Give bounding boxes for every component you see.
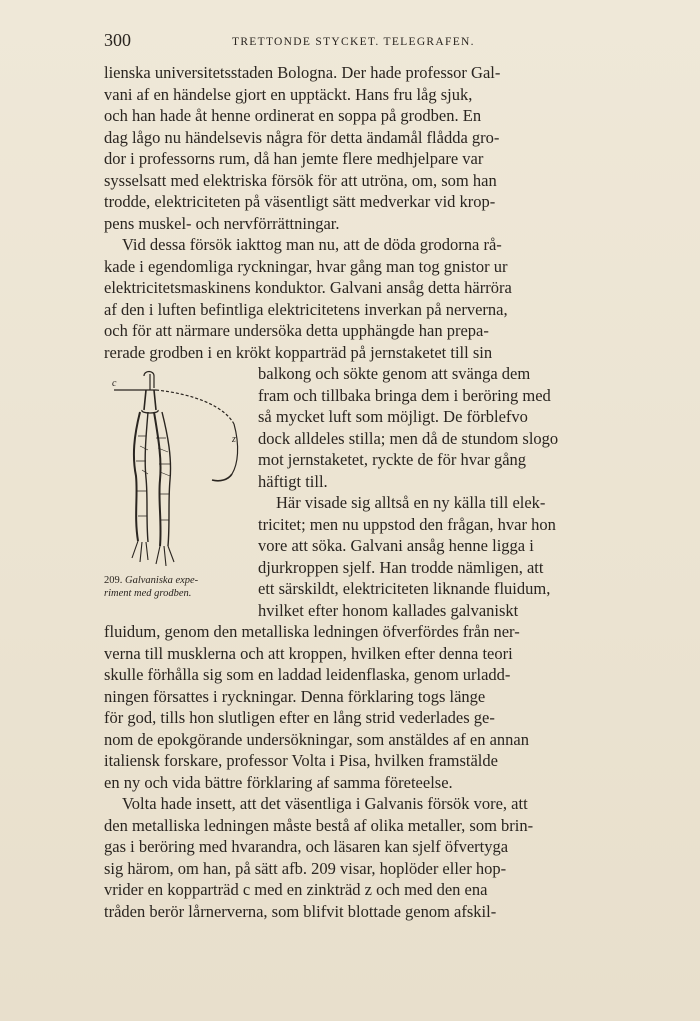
text-line: Vid dessa försök iakttog man nu, att de döda grodorna rå-: [122, 235, 502, 254]
text-line: gas i beröring med hvarandra, och läsaren kan sjelf öfvertyga: [104, 837, 509, 856]
text-line: verna till musklerna och att kroppen, hvilken efter denna teori: [104, 643, 513, 663]
text-line: rerade grodben i en krökt kopparträd på jernstaketet till sin: [104, 342, 493, 362]
text-line: den metalliska ledningen måste bestå af olika metaller, som brin-: [104, 815, 534, 835]
text-line: af den i luften befintliga elektricitetens inverkan på nerverna,: [104, 299, 508, 319]
text-line: Här visade sig alltså en ny källa till elek-: [276, 493, 546, 512]
text-line: balkong och sökte genom att svänga dem: [258, 364, 531, 383]
text-line: dock alldeles stilla; men då de stundom slogo: [258, 428, 559, 448]
text-line: för god, tills hon slutligen efter en lång strid vederlades ge-: [104, 708, 495, 727]
text-line: vrider en kopparträd c med en zinkträd z och med den ena: [104, 880, 488, 899]
text-line: italiensk forskare, professor Volta i Pisa, hvilken framstälde: [104, 751, 498, 770]
body-text-wrap: [258, 363, 664, 621]
text-line: så mycket luft som möjligt. De förblefvo: [258, 407, 528, 426]
text-line: ett särskildt, elektriciteten liknande fluidum,: [258, 579, 551, 598]
text-line: elektricitetsmaskinens konduktor. Galvani ansåg detta härröra: [104, 278, 512, 297]
running-head: TRETTONDE STYCKET. TELEGRAFEN.: [232, 36, 475, 48]
text-line: lienska universitetsstaden Bologna. Der hade professor Gal-: [104, 63, 501, 82]
text-line: tråden berör lårnerverna, som blifvit blottade genom afskil-: [104, 901, 497, 921]
text-line: häftigt till.: [258, 471, 328, 491]
text-line: hvilket efter honom kallades galvaniskt: [258, 600, 519, 620]
text-line: sig härom, om han, på sätt afb. 209 visar, hoplöder eller hop-: [104, 858, 507, 878]
text-line: tricitet; men nu uppstod den frågan, hvar hon: [258, 514, 556, 534]
text-line: dag lågo nu händelsevis några för detta ändamål flådda gro-: [104, 127, 500, 147]
text-line: fram och tillbaka bringa dem i beröring med: [258, 385, 551, 405]
text-line: vani af en händelse gjort en upptäckt. Hans fru låg sjuk,: [104, 84, 473, 104]
caption-line-2: riment med grodben.: [104, 588, 192, 599]
text-line: nom de epokgörande undersökningar, som anstäldes af en annan: [104, 729, 530, 749]
label-c: c: [112, 378, 117, 389]
text-line: mot jernstaketet, ryckte de för hvar gång: [258, 450, 527, 469]
page-header: [104, 30, 664, 54]
text-line: ningen försattes i ryckningar. Denna förklaring togs länge: [104, 686, 486, 706]
text-line: Volta hade insett, att det väsentliga i Galvanis försök vore, att: [122, 794, 528, 813]
frog-leg-illustration: [104, 366, 252, 584]
text-line: vore att söka. Galvani ansåg henne ligga i: [258, 536, 534, 555]
text-line: kade i egendomliga ryckningar, hvar gång man tog gnistor ur: [104, 256, 508, 276]
text-line: och för att närmare undersöka detta upphängde han prepa-: [104, 321, 489, 340]
figure-caption: [104, 574, 252, 600]
text-line: pens muskel- och nervförrättningar.: [104, 213, 340, 233]
frog-leg-figure: [104, 366, 252, 584]
text-line: djurkroppen sjelf. Han trodde nämligen, att: [258, 557, 544, 577]
body-text-bottom: [104, 621, 664, 922]
caption-number: 209.: [104, 575, 123, 586]
body-text-top: [104, 62, 664, 363]
text-line: en ny och vida bättre förklaring af samma företeelse.: [104, 772, 453, 792]
label-z: z: [232, 434, 236, 445]
text-line: sysselsatt med elektriska försök för att utröna, om, som han: [104, 170, 497, 190]
text-line: trodde, elektriciteten på väsentligt sätt medverkar vid krop-: [104, 192, 496, 211]
text-line: dor i professorns rum, då han jemte flere medhjelpare var: [104, 149, 484, 168]
text-line: och han hade åt henne ordinerat en soppa på grodben. En: [104, 106, 482, 125]
text-line: skulle förhålla sig som en laddad leidenflaska, genom urladd-: [104, 665, 511, 684]
text-line: fluidum, genom den metalliska ledningen öfverfördes från ner-: [104, 622, 520, 641]
page-number: 300: [104, 30, 131, 50]
caption-line-1: Galvaniska expe-: [125, 575, 199, 586]
